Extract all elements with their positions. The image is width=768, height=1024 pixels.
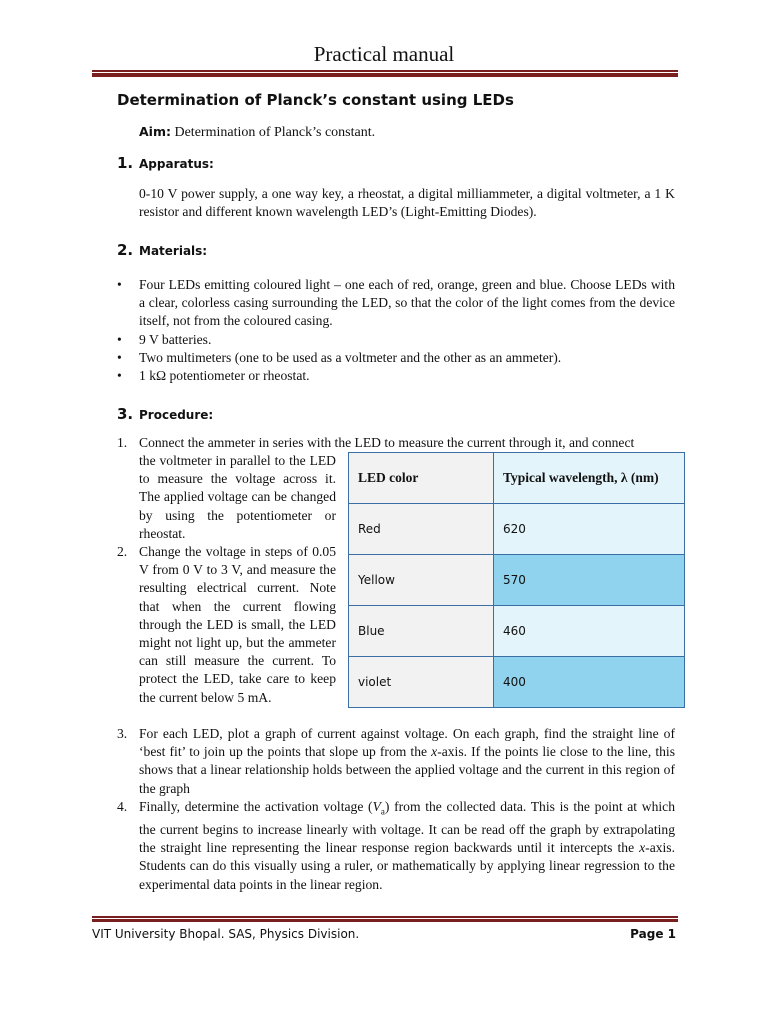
list-item: • 1 kΩ potentiometer or rheostat. [117,368,310,384]
procedure-step-3: 3. For each LED, plot a graph of current against voltage. On each graph, find the straight line of ‘best fit’ to join up the points that slope up from the x-axis. If the points lie close to the line, this shows that a linear relationship holds between the applied voltage and the current in this region of the graph [117,726,675,796]
footer-rule [92,916,678,922]
materials-list [117,276,675,385]
section-heading-procedure: 3. Procedure: [117,405,214,423]
table-row: Red 620 [349,504,685,555]
procedure-step-2: 2. Change the voltage in steps of 0.05 V from 0 V to 3 V, and measure the resulting electrical current. Note that when the current flowing through the LED is small, the LED might not light up, but the ammeter can still measure the current. To protect the LED, take care to keep the current below 5 mA. [117,544,336,705]
list-item: • 9 V batteries. [117,331,212,347]
procedure-step-1-first-line: 1. Connect the ammeter in series with the LED to measure the current through it, and connect [117,435,635,450]
document-title: Determination of Planck’s constant using LEDs [117,91,514,109]
aim-line [139,124,375,141]
aim-text: Determination of Planck’s constant. [170,125,376,140]
section-heading-apparatus: 1. Apparatus: [117,154,214,172]
header-title: Practical manual [313,42,455,66]
footer-institution: VIT University Bhopal. SAS, Physics Division. [92,927,360,941]
table-row: Blue 460 [349,606,685,657]
page-number: Page 1 [630,927,676,941]
procedure-step-1-rest: the voltmeter in parallel to the LED to measure the voltage across it. The applied voltage can be changed by using the potentiometer or rheostat. [139,453,336,541]
list-item: • Four LEDs emitting coloured light – one each of red, orange, green and blue. Choose LEDs with a clear, colorless casing surrounding the LED, so that the color of the light comes from the device itself, not from the coloured casing. [117,277,675,329]
table-row: violet 400 [349,657,685,708]
apparatus-text: 0-10 V power supply, a one way key, a rheostat, a digital milliammeter, a digital voltmeter, a 1 K resistor and different known wavelength LED’s (Light-Emitting Diodes). [139,186,675,220]
list-item: • Two multimeters (one to be used as a voltmeter and the other as an ammeter). [117,349,562,365]
led-wavelength-table [348,452,685,708]
section-heading-materials: 2. Materials: [117,241,208,259]
table-header-led-color: LED color [349,453,494,504]
aim-label: Aim: [139,124,171,139]
header-rule [92,70,678,77]
table-row: Yellow 570 [349,555,685,606]
table-header-row [349,453,685,504]
table-header-wavelength: Typical wavelength, λ (nm) [494,453,685,504]
procedure-step-4: 4. Finally, determine the activation voltage $(V_a)$ from the collected data. This is the point at which the current begins to increase linearly with voltage. It can be read off the graph by extrapolating the straight line representing the linear response region backwards until it intercepts the x-axis. Students can do this visually using a ruler, or mathematically by applying linear regression to the experimental data points in the linear region. [117,799,675,892]
